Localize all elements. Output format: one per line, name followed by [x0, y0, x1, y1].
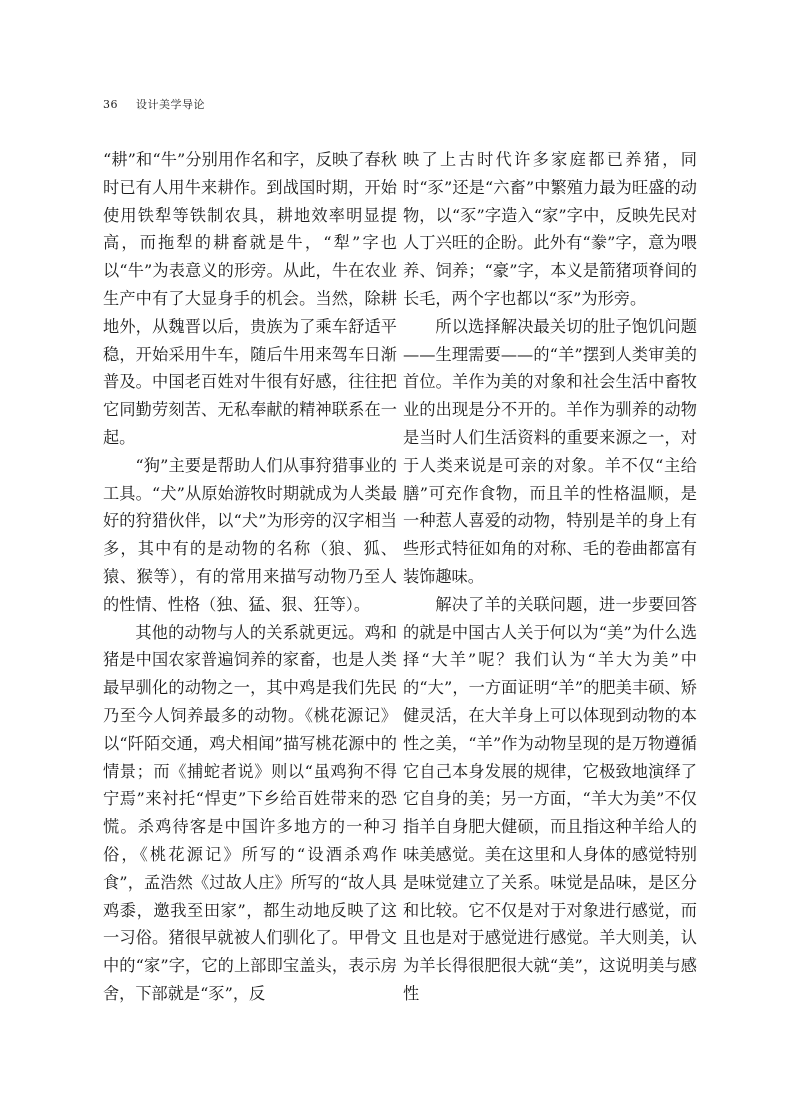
- right-column: [403, 146, 697, 1008]
- running-header: [103, 96, 205, 112]
- paragraph: 解决了羊的关联问题，进一步要回答的就是中国古人关于何以为“美”为什么选择“大羊”呢？我们认为“羊大为美”中的“大”，一方面证明“羊”的肥美丰硕、矫健灵活，在大羊身上可以体现到动物的本性之美，“羊”作为动物呈现的是万物遵循它自己本身发展的规律，它极致地演绎了它自身的美；另一方面，“羊大为美”不仅指羊自身肥大健硕，而且指这种羊给人的味美感觉。美在这里和人身体的感觉特别是味觉建立了关系。味觉是品味，是区分和比较。它不仅是对于对象进行感觉，而且也是对于感觉进行感觉。羊大则美，认为羊长得很肥很大就“美”，这说明美与感性: [403, 594, 697, 1003]
- paragraph: 所以选择解决最关切的肚子饱饥问题——生理需要——的“羊”摆到人类审美的首位。羊作为美的对象和社会生活中畜牧业的出现是分不开的。羊作为驯养的动物是当时人们生活资料的重要来源之一，对于人类来说是可亲的对象。羊不仅“主给膳”可充作食物，而且羊的性格温顺，是一种惹人喜爱的动物，特别是羊的身上有些形式特征如角的对称、毛的卷曲都富有装饰趣味。: [403, 316, 697, 586]
- page-number: 36: [103, 98, 118, 111]
- book-title: 设计美学导论: [136, 98, 205, 111]
- left-column: [103, 146, 397, 1008]
- paragraph: 其他的动物与人的关系就更远。鸡和猪是中国农家普遍饲养的家畜，也是人类最早驯化的动物之一，其中鸡是我们先民乃至今人饲养最多的动物。《桃花源记》以“阡陌交通，鸡犬相闻”描写桃花源中的情景；而《捕蛇者说》则以“虽鸡狗不得宁焉”来衬托“悍吏”下乡给百姓带来的恐慌。杀鸡待客是中国许多地方的一种习俗，《桃花源记》所写的“设酒杀鸡作食”，孟浩然《过故人庄》所写的“故人具鸡黍，邀我至田家”，都生动地反映了这一习俗。猪很早就被人们驯化了。甲骨文中的“家”字，它的上部即宝盖头，表示房舍，下部就是“豕”，反: [103, 622, 397, 1003]
- paragraph: “耕”和“牛”分别用作名和字，反映了春秋时已有人用牛来耕作。到战国时期，开始使用铁犁等铁制农具，耕地效率明显提高，而拖犁的耕畜就是牛，“犁”字也以“牛”为表意义的形旁。从此，牛在农业生产中有了大显身手的机会。当然，除耕地外，从魏晋以后，贵族为了乘车舒适平稳，开始采用牛车，随后牛用来驾车日渐普及。中国老百姓对牛很有好感，往往把它同勤劳刻苦、无私奉献的精神联系在一起。: [103, 150, 397, 447]
- paragraph: 映了上古时代许多家庭都已养猪，同时“豕”还是“六畜”中繁殖力最为旺盛的动物，以“豕”字造入“家”字中，反映先民对人丁兴旺的企盼。此外有“豢”字，意为喂养、饲养；“豪”字，本义是箭猪项脊间的长毛，两个字也都以“豕”为形旁。: [403, 150, 697, 308]
- paragraph: “狗”主要是帮助人们从事狩猎事业的工具。“犬”从原始游牧时期就成为人类最好的狩猎伙伴，以“犬”为形旁的汉字相当多，其中有的是动物的名称（狼、狐、猿、猴等），有的常用来描写动物乃至人的性情、性格（独、猛、狠、狂等）。: [103, 455, 397, 614]
